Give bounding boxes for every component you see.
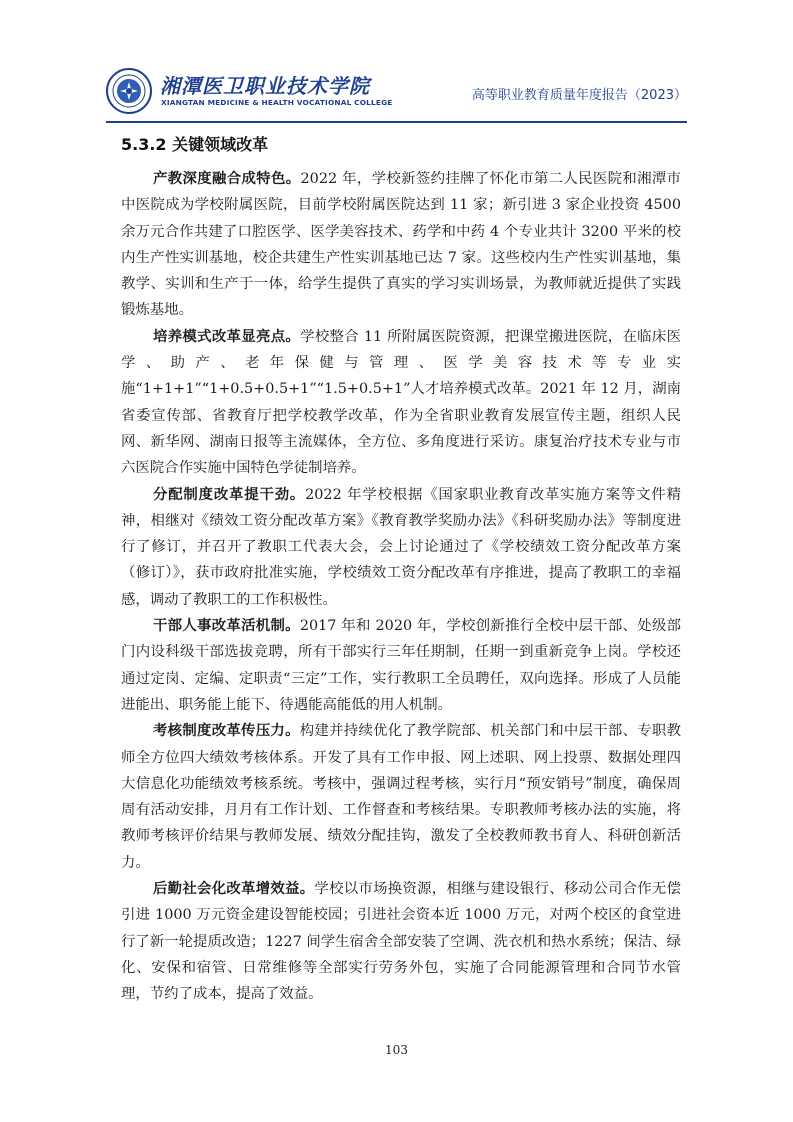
paragraph-training-model [121,324,681,482]
paragraph-assessment-reform [121,718,681,876]
paragraph-lead: 考核制度改革传压力。 [153,723,300,740]
paragraph-text: 2022 年，学校新签约挂牌了怀化市第二人民医院和湘潭市中医院成为学校附属医院，目前学校附属医院达到 11 家；新引进 3 家企业投资 4500 余万元合作共建了口腔医学、医学美容技术、药学和中药 4 个专业共计 3200 平米的校内生产性实训基地，校企共建生产性实训基地已达 7 家。这些校内生产性实训基地，集教学、实训和生产于一体，给学生提供了真实的学习实训场景，为教师就近提供了实践锻炼基地。 [121,171,681,319]
paragraph-distribution-system [121,482,681,613]
report-title: 高等职业教育质量年度报告（2023） [471,88,687,103]
paragraph-text: 2022 年学校根据《国家职业教育改革实施方案等文件精神，相继对《绩效工资分配改革方案》《教育教学奖励办法》《科研奖励办法》等制度进行了修订，并召开了教职工代表大会，会上讨论通过了《学校绩效工资分配改革方案（修订）》，获市政府批准实施，学校绩效工资分配改革有序推进，提高了教职工的幸福感，调动了教职工的工作积极性。 [121,486,681,608]
paragraph-lead: 产教深度融合成特色。 [153,171,301,187]
school-name-chinese: 湘潭医卫职业技术学院 [160,74,370,98]
school-name-english: XIANGTAN MEDICINE & HEALTH VOCATIONAL COLLEGE [161,98,393,107]
paragraph-text: 学校整合 11 所附属医院资源，把课堂搬进医院，在临床医学、助产、老年保健与管理、医学美容技术等专业实施“1+1+1”“1+0.5+0.5+1”“1.5+0.5+1”人才培养模式改革。2021 年 12 月，湖南省委宣传部、省教育厅把学校教学改革，作为全省职业教育发展宣传主题，组织人民网、新华网、湖南日报等主流媒体，全方位、多角度进行采访。康复治疗技术专业与市六医院合作实施中国特色学徒制培养。 [121,328,681,477]
paragraph-personnel-reform [121,613,681,718]
paragraph-text: 2017 年和 2020 年，学校创新推行全校中层干部、处级部门内设科级干部选拔竞聘，所有干部实行三年任期制，任期一到重新竞争上岗。学校还通过定岗、定编、定职责“三定”工作，实行教职工全员聘任，双向选择。形成了人员能进能出、职务能上能下、待遇能高能低的用人机制。 [121,618,681,713]
paragraph-text: 构建并持续优化了教学院部、机关部门和中层干部、专职教师全方位四大绩效考核体系。开发了具有工作申报、网上述职、网上投票、数据处理四大信息化功能绩效考核系统。考核中，强调过程考核，实行月“预安销号”制度，确保周周有活动安排，月月有工作计划、工作督查和考核结果。专职教师考核办法的实施，将教师考核评价结果与教师发展、绩效分配挂钩，激发了全校教师教书育人、科研创新活力。 [121,723,681,871]
body-text [121,166,681,1008]
page-number: 103 [385,1043,408,1057]
paragraph-logistics-reform [121,876,681,1007]
paragraph-text: 学校以市场换资源，相继与建设银行、移动公司合作无偿引进 1000 万元资金建设智能校园；引进社会资本近 1000 万元，对两个校区的食堂进行了新一轮提质改造；1227 间学生宿舍全部安装了空调、洗衣机和热水系统；保洁、绿化、安保和宿管、日常维修等全部实行劳务外包，实施了合同能源管理和合同节水管理，节约了成本，提高了效益。 [121,881,681,1003]
paragraph-lead: 后勤社会化改革增效益。 [153,881,315,898]
paragraph-industry-education [121,166,681,324]
paragraph-lead: 干部人事改革活机制。 [153,618,300,635]
section-heading: 5.3.2 关键领域改革 [121,135,269,154]
paragraph-lead: 分配制度改革提干劲。 [153,486,306,503]
header-divider [106,121,687,123]
paragraph-lead: 培养模式改革显亮点。 [153,328,301,345]
page-header [106,60,687,124]
college-seal-icon [106,68,152,114]
